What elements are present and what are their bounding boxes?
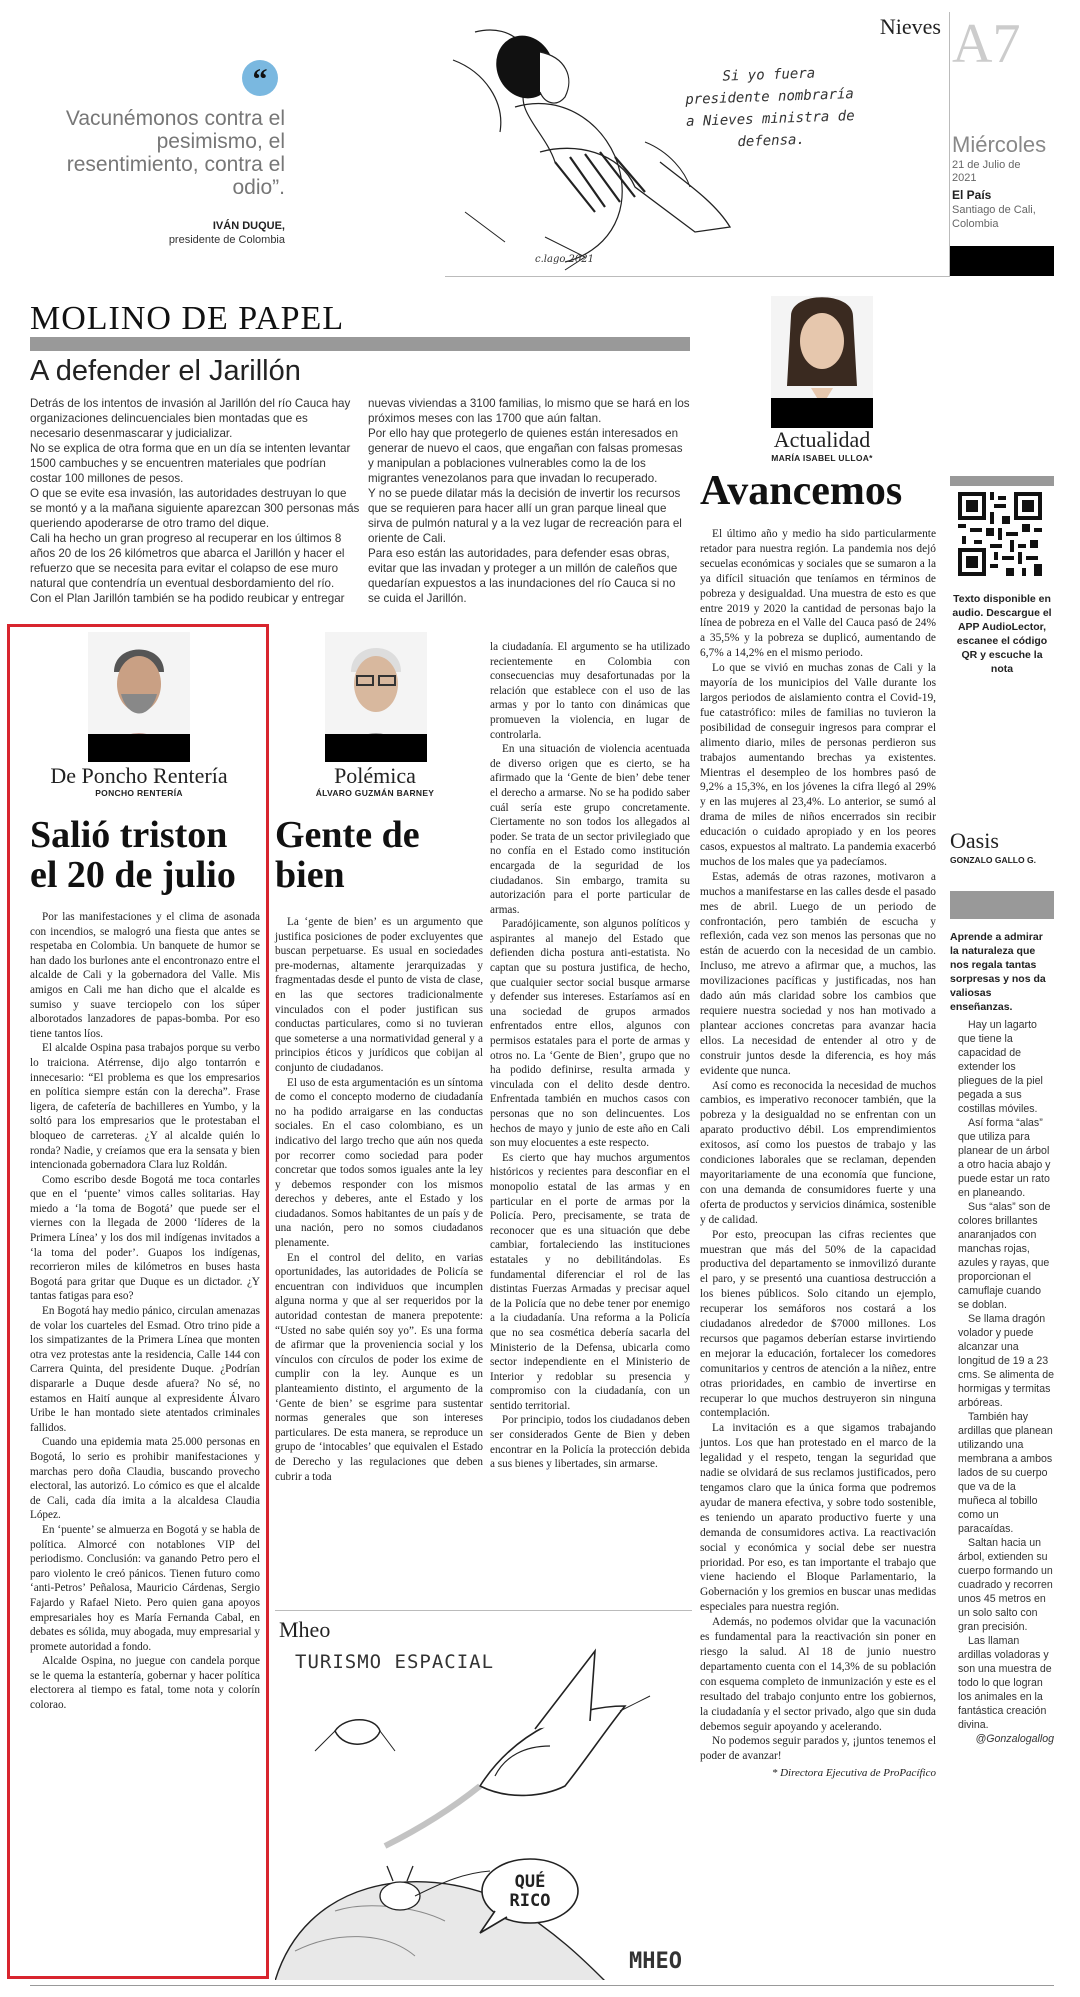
poncho-section: De Poncho Rentería [50,763,228,788]
molino-section-title: MOLINO DE PAPEL [30,300,345,337]
poncho-p5: Cuando una epidemia mata 25.000 personas en Bogotá, lo serio es prohibir manifestaciones y marchas pero doña Claudia, buscando provecho electoral, las autorizó. Lo cómico es que el alcalde de Cali, cada día imita a la alcaldesa Claudia López. [30,1436,260,1522]
quote-text: Vacunémonos contra el pesimismo, el resentimiento, contra el odio”. [65,107,285,199]
actualidad-p2: Lo que se vivió en muchas zonas de Cali y la mayoría de los municipios del Valle durante los largos periodos de aislamiento contra el Covid-19, fue catastrófico: miles de familias no tuvieron la posibilidad de conseguir ingresos para comprar el alimento diario, miles de personas perdieron sus trabajos aumentando brechas ya existentes. Mientras el desempleo de los hombres pasó de 9,2% a 15,3%, en los jóvenes la cifra llegó al 29% y en las mujeres al 23,4%. Lo anterior, se sumó al drama de miles de niños encerrados sin recibir educación o cuidado apropiado y en los peores casos, expuestos al maltrato. La pandemia exacerbó muchos de los males que ya padecíamos. [700,662,936,868]
mheo-section: Mheo [279,1617,331,1642]
quote-author: IVÁN DUQUE, [212,220,285,232]
actualidad-section: Actualidad [773,427,871,452]
oasis-body [958,1018,1054,1746]
poncho-p2: El alcalde Ospina pasa trabajos porque su verbo lo traiciona. Atérrense, dijo algo tontarrón e innecesario: “El problema es que los empresarios en política siempre están con la derecha”. Frase ligera, de cafetería de bachilleres en Yumbo, y la soltó para los empresarios que le protestaban el bloqueo de carreteras. ¿Y al alcalde quién lo ronda? Nadie, y creíamos que era la sensata y bien intencionada gobernadora Clara luz Roldán. [30,1042,260,1172]
city: Santiago de Cali, Colombia [952,204,1036,230]
actualidad-footnote: * Directora Ejecutiva de ProPacífico [771,1767,936,1780]
actualidad-p1: El último año y medio ha sido particularmente retador para nuestra región. La pandemia nos dejó secuelas económicas y sociales que se sumaron a la ya difícil situación que teníamos en términos de pobreza y desigualdad. Una muestra de esto es que entre 2019 y 2020 la cantidad de personas bajo la línea de pobreza en el Valle del Cauca pasó de 24% a 35,5% y la pobreza se duplicó, aumentando de 6,7% a 14,2% en el mismo periodo. [700,528,936,660]
paper-name: El País [952,188,992,202]
oasis-p4: Se llama dragón volador y puede alcanzar una longitud de 19 a 23 cms. Se alimenta de hormigas y termitas arbóreas. [958,1313,1054,1409]
poncho-p4: En Bogotá hay medio pánico, circulan amenazas de volar los cuarteles del Esmad. Otro trino pide a los simpatizantes de la Primera Línea que monten otra vez protestas ante la residencia, Calle 144 con Carrera Quinta, del presidente Duque. ¿Podrían dispararle a Duque desde afuera? No sé, no estamos en Haití aunque al expresidente Álvaro Uribe le han montado siete atentados criminales fallidos. [30,1305,260,1434]
oasis-p2: Así forma “alas” que utiliza para planear de un árbol a otro hacia abajo y puede estar un rato en planeando. [958,1117,1051,1199]
polemica-c2-p3: Paradójicamente, son algunos políticos y aspirantes al manejo del Estado que defienden dicha postura anti-estatista. No captan que su postura justifica, de hecho, que cualquier sector social busque armarse y defender sus intereses. Estaríamos así en una sociedad de grupos armados enfrentados entre ellos, algunos con permisos estatales para el porte de armas y otros no. La ‘Gente de Bien’, grupo que no ha podido definirse, resulta armada y vinculada con el delito desde dentro. Enfrentada también en muchos casos con personas que no son delincuentes. Los hechos de mayo y junio de este año en Cali son muy elocuentes a este respecto. [490,918,690,1150]
author-photo-renteria [88,632,190,762]
rail-gray-block [950,476,1054,486]
oasis-p3: Sus “alas” son de colores brillantes anaranjados con manchas rojas, azules y rayas, que proporcionan el camuflaje cuando se doblan. [958,1201,1051,1311]
polemica-byline: ÁLVARO GUZMÁN BARNEY [315,788,435,798]
oasis-section: Oasis [950,828,999,853]
quote-author-role: presidente de Colombia [168,234,285,246]
actualidad-p4: Así como es reconocida la necesidad de muchos cambios, es imperativo reconocer también, que la pobreza y la desigualdad no se enfrentan con un aparato productivo débil. Los emprendimientos exitosos, así como los puestos de trabajo y las condiciones laborales que se reclaman, dependen mayoritariamente de una economía que funcione, con una demanda de consumidores fuerte y una oferta de productos y servicios dinámica, sostenible y de calidad. [700,1079,936,1226]
poncho-byline: PONCHO RENTERÍA [95,788,183,798]
polemica-col2 [490,640,690,1472]
oasis-p5: También hay ardillas que planean utilizando una membrana a ambos lados de su cuerpo que va de la muñeca al tobillo como un paracaídas. [958,1411,1053,1535]
date: 21 de Julio de 2021 [952,159,1021,184]
poncho-p1: Por las manifestaciones y el clima de asonada con incendios, se malogró una fiesta que antes se respetaba en Colombia. Un banquete de humor se han dado los burlones ante el encontronazo entre el alcalde de Cali y la gobernadora del Valle. Mis amigos en Cali me han dicho que el alcalde es sumiso y suave terciopelo con los súper alborotados lanzadores de papas-bomba. Por eso tiene tantos líos. [30,911,260,1040]
molino-col2: nuevas viviendas a 3100 familias, lo mismo que se hará en los próximos meses con las 1700 que aún faltan. Por ello hay que protegerlo de quienes están interesados en generar de nuevo el caos, que engañan con falsas promesas y manipulan a poblaciones vulnerables como la de los migrantes venezolanos para que invadan lo recuperado. Y no se puede dilatar más la decisión de invertir los recursos que se requieren para hacer allí un gran parque lineal que sirva de pulmón natural y a la vez lugar de recreación para el oriente de Cali. Para eso están las autoridades, para defender esas obras, evitar que las invadan y proteger a un millón de caleños que quedarían expuestos a las inundaciones del río Cauca si no se cuida el Jarillón. [368,397,690,605]
actualidad-body [700,527,936,1781]
poncho-p6: En ‘puente’ se almuerza en Bogotá y se habla de política. Almorcé con notablones VIP del periodismo. Conclusión: va ganando Petro pero el paro violento le creó pánicos. Tienen futuro como ‘anti-Petros’ Peñalosa, Mauricio Cárdenas, Sergio Fajardo y Rafael Nieto. Pero quien gana apoyos empresariales hoy es María Fernanda Cabal, en debates es sólida, muy abogada, muy empresarial y promete autoridad a fondo. [30,1523,260,1653]
oasis-byline: GONZALO GALLO G. [950,855,1036,865]
polemica-c1-p2: El uso de esta argumentación es un síntoma de como el concepto moderno de ciudadanía no ha podido arraigarse en las conductas sociales. En el caso colombiano, es un indicativo del largo trecho que aún nos queda por recorrer como sociedad para poder concretar que todos somos iguales ante la ley y debemos responder con los mismos derechos y deberes, ante el Estado y los ciudadanos. Somos habitantes de un país y de una nación, pero no somos ciudadanos plenamente. [275,1076,483,1250]
page-number: A7 [952,13,1021,75]
polemica-section: Polémica [334,763,416,788]
polemica-c1-p1: La ‘gente de bien’ es un argumento que justifica posiciones de poder excluyentes que buscan perpetuarse. Es usual en sociedades pre-modernas, altamente jerarquizadas y fragmentadas desde el punto de vista de clase, en las que sectores tradicionalmente vinculados con el poder justifican sus conductas particulares, como si no tuvieran que someterse a una normatividad general y a principios éticos y jurídicos que cobijan al conjunto de ciudadanos. [275,916,483,1074]
poncho-p7: Alcalde Ospina, no juegue con candela porque se le quema la estantería, gobernar y hacer política electorera al tiempo es fatal, tome nota y colorín colorao. [30,1655,260,1712]
mheo-speech-bubble: QUÉ RICO [509,1872,551,1911]
author-photo-ulloa [771,296,873,428]
author-photo-guzman [325,632,427,762]
oasis-handle: @Gonzalogallog [975,1733,1054,1745]
qr-code-icon [958,492,1042,576]
actualidad-p8: No podemos seguir parados y, ¡juntos tenemos el poder de avanzar! [700,1735,936,1763]
mheo-cartoon-title: TURISMO ESPACIAL [295,1651,495,1673]
poncho-headline: Salió triston el 20 de julio [30,814,236,896]
actualidad-p7: Además, no podemos olvidar que la vacunación es fundamental para la reactivación sin poner en riesgo la salud. Al 18 de junio nuestro departamento cuenta con el 14,3% de su población con esquema completo de inmunización y este es el resultado del trabajo conjunto entre los gobiernos, la ciudadanía y el sector privado, algo que sin duda debemos seguir apoyando y acelerando. [700,1616,936,1733]
quote-icon: “ [242,60,278,96]
molino-headline: A defender el Jarillón [30,355,301,387]
redaction-bar [950,246,1054,276]
actualidad-p3: Estas, además de otras razones, motivaron a muchos a manifestarse en las calles desde el pasado mes de abril. Luego de un periodo de confrontación, pero también de escucha y reflexión, cada vez son menos las personas que no están de acuerdo con la necesidad de un cambio. Incluso, me atrevo a afirmar que, a muchos, las movilizaciones pacíficas y justificadas, nos han dado aún más claridad sobre los cambios que requiere nuestra sociedad y nos han motivado a plantear acciones concretas para avanzar hacia ellos. La necesidad de entender al otro y de construir juntos desde la diferencia, es hoy más evidente que nunca. [700,870,936,1077]
oasis-p1: Hay un lagarto que tiene la capacidad de extender los pliegues de la piel pegada a sus costillas móviles. [958,1019,1043,1115]
polemica-c2-p4: Es cierto que hay muchos argumentos históricos y recientes para desconfiar en el monopolio estatal de las armas y en particular en el porte de armas por la Policía. Pero, precisamente, se trata de reconocer que es una situación que debe cambiar, fortaleciendo las instituciones estatales y no debilitándolas. Es fundamental diferenciar el rol de las distintas Fuerzas Armadas y precisar aquel de la Policía que no debe tener por enemigo a la ciudadanía. Una reforma a la Policía que no sea cosmética debería sacarla del Ministerio de la Defensa, ubicarla como sector independiente en el Ministerio de Interior y redoblar su presencia y compromiso con la ciudadanía, con un sentido territorial. [490,1151,690,1412]
cartoon-signature: c.lago 2021 [535,254,594,265]
mheo-illustration [275,1611,692,1980]
molino-col1: Detrás de los intentos de invasión al Jarillón del río Cauca hay organizaciones delincuenciales bien montadas que es necesario desenmascarar y judicializar. No se explica de otra forma que en un día se intenten levantar 1500 cambuches y se encuentren materiales que podrían costar 100 millones de pesos. O que se evite esa invasión, las autoridades destruyan lo que se montó y a la mañana siguiente aparezcan 300 personas más queriendo apoderarse de otro tramo del dique. Cali ha hecho un gran progreso al recuperar en los últimos 8 años 20 de los 26 kilómetros que abarca el Jarillón y hacer el refuerzo que se necesita para evitar el colapso de ese muro natural que contendría un eventual desbordamiento del río. Con el Plan Jarillón también se ha podido reubicar y entregar [30,397,360,605]
polemica-c2-p1: la ciudadanía. El argumento se ha utilizado recientemente en Colombia con consecuencias muy desafortunadas por la relación que establece con el uso de las armas y por lo tanto con dinámicas que promueven la violencia, en lugar de controlarla. [490,641,690,741]
poncho-body [30,910,260,1713]
oasis-p6: Saltan hacia un árbol, extienden su cuerpo formando un cuadrado y recorren unos 45 metros en un solo salto con gran precisión. [958,1537,1053,1633]
bottom-rule [30,1985,1054,1986]
poncho-p3: Como escribo desde Bogotá me toca contarles que en el ‘puente’ vimos calles solitarias. Hay miedo a ‘la toma de Bogotá’ que puede ser el viernes con la llegada de 2000 ‘líderes de la Primera Línea’ y los dos mil indígenas invitados a ‘la toma del poder’. Guapos los indígenas, recorrieron miles de kilómetros en buses hasta Bogotá para gritar que Duque es un dictador. ¿Y tantas fatigas para eso? [30,1173,260,1303]
cartoon-section-label: Nieves [879,14,941,39]
actualidad-p6: La invitación es a que sigamos trabajando juntos. Los que han protestado en el marco de la legalidad y el respeto, tengan la seguridad que nadie se olvidará de sus reclamos justificados, pero tengamos claro que la única forma que podremos ayudar de manera efectiva, y sobre todo sostenible, es teniendo un aparato productivo fuerte y una demanda de consumidores activa. La reactivación social y económica y social debe ser nuestra prioridad. Por eso, es tan importante el trabajo que viene haciendo el Bloque Parlamentario, la Gobernación y los gremios en buscar unas medidas especiales para nuestra región. [700,1422,936,1614]
oasis-lead: Aprende a admirar la naturaleza que nos regala tantas sorpresas y nos da valiosas enseñanzas. [950,931,1046,1013]
mheo-signature: MHEO [629,1949,682,1974]
actualidad-byline: MARÍA ISABEL ULLOA* [771,453,873,463]
actualidad-headline: Avancemos [700,468,903,514]
actualidad-p5: Por esto, preocupan las cifras recientes que muestran que más del 50% de la capacidad productiva del departamento se inmovilizó durante el paro, y se presentó una cuantiosa destrucción a los bienes públicos. Solo citando un ejemplo, recuperar los semáforos nos costará a los ciudadanos alrededor de $7000 millones. Los recursos que pagamos deberían estarse invirtiendo en mejorar la educación, fortalecer los comedores comunitarios y centros de atención a la niñez, entre otras prioridades, en cambio de invertirse en recuperar lo que muchos destruyeron sin ninguna contemplación. [700,1228,936,1420]
audio-note: Texto disponible en audio. Descargue el APP AudioLector, escanee el código QR y escuche la nota [952,593,1052,675]
nieves-cartoon [445,12,950,277]
cartoon-caption: Si yo fuera presidente nombraría a Nieves ministra de defensa. [685,65,855,151]
molino-bar [30,337,690,351]
oasis-p7: Las llaman ardillas voladoras y son una muestra de todo lo que logran los animales en la fantástica creación divina. [958,1635,1052,1731]
polemica-c1-p3: En el control del delito, en varias oportunidades, las autoridades de Policía se encuentran con individuos que incumplen alguna norma y que al ser requeridos por la autoridad contestan de manera prepotente: “Usted no sabe quién soy yo”. Es una forma de afirmar que la proveniencia social y los vínculos con círculos de poder los exime de cumplir con la ley. Aunque es un planteamiento distinto, el argumento de la ‘Gente de bien’ se esgrime para sustentar normas generales que son intereses particulares. De esta manera, se reproduce un grupo de ‘intocables’ que equivalen el Estado de Derecho y las regulaciones que deben cubrir a toda [275,1251,483,1483]
mheo-cartoon [275,1610,692,1980]
qr-code[interactable] [958,492,1042,576]
polemica-c2-p5: Por principio, todos los ciudadanos deben ser considerados Gente de Bien y deben encontrar en la Policía la protección debida a sus bienes y libertades, sin armarse. [490,1414,690,1471]
oasis-gray-bar [950,891,1054,919]
polemica-col1 [275,915,483,1484]
polemica-c2-p2: En una situación de violencia acentuada de diverso origen que es cierto, se ha afirmado que la ‘Gente de bien’ debe tener el derecho a armarse. No se ha podido saber cuál sería este grupo concretamente. Ciertamente no son todos los allegados al poder. Se trata de un sector privilegiado que no confía en el Estado como institución encargada de la seguridad de los ciudadanos. Sin embargo, tramita su autorización para el porte particular de armas. [490,743,690,916]
polemica-headline: Gente de bien [275,814,420,896]
weekday: Miércoles [952,132,1047,157]
